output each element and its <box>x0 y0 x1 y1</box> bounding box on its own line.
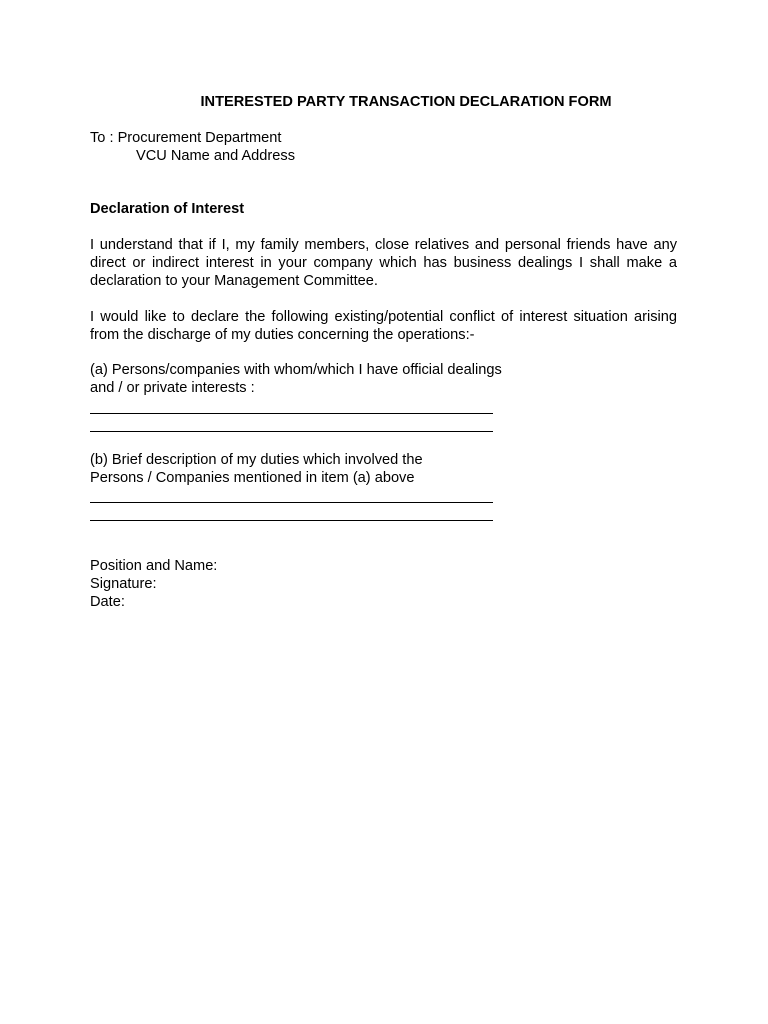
position-and-name-label: Position and Name: <box>90 558 218 574</box>
declaration-paragraph-2: I would like to declare the following existing/potential conflict of interest situation arising from the discharge of my duties concerning the operations:- <box>90 309 677 343</box>
item-a-answer-line-1[interactable] <box>90 413 493 414</box>
form-title: INTERESTED PARTY TRANSACTION DECLARATION FORM <box>200 94 612 110</box>
item-b-answer-line-1[interactable] <box>90 502 493 503</box>
item-a-line-2: and / or private interests : <box>90 380 255 396</box>
item-b-line-1: (b) Brief description of my duties which involved the <box>90 452 423 468</box>
item-a-answer-line-2[interactable] <box>90 431 493 432</box>
item-a-line-1: (a) Persons/companies with whom/which I have official dealings <box>90 362 502 378</box>
item-b-line-2: Persons / Companies mentioned in item (a) above <box>90 470 415 486</box>
signature-label: Signature: <box>90 576 157 592</box>
date-label: Date: <box>90 594 125 610</box>
recipient-line: To : Procurement Department <box>90 130 282 146</box>
recipient-address: VCU Name and Address <box>136 148 295 164</box>
declaration-paragraph-1: I understand that if I, my family members, close relatives and personal friends have any direct or indirect interest in your company which has business dealings I shall make a declaration to your Management Committee. <box>90 237 677 289</box>
item-b-prompt <box>90 451 423 487</box>
item-a-prompt <box>90 361 502 397</box>
section-heading: Declaration of Interest <box>90 201 245 217</box>
item-b-answer-line-2[interactable] <box>90 520 493 521</box>
